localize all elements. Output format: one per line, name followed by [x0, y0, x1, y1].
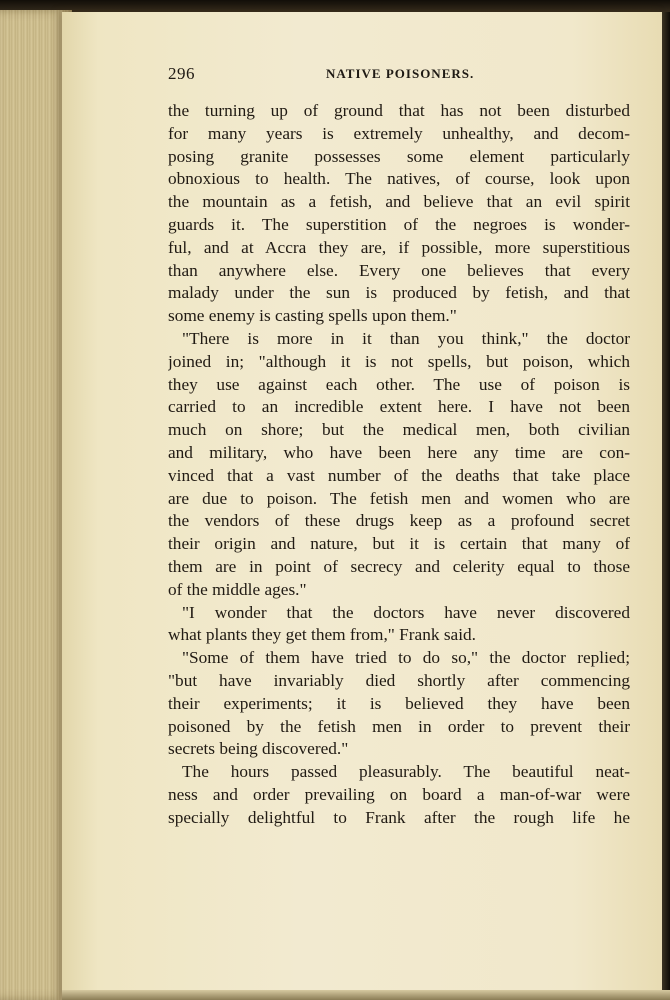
text-line: some enemy is casting spells upon them." — [168, 306, 457, 326]
text-line: what plants they get them from," Frank said. — [168, 625, 476, 645]
text-line: malady under the sun is produced by fetish, and that — [168, 283, 630, 303]
text-line: ness and order prevailing on board a man-of-war were — [168, 784, 630, 804]
text-line: specially delightful to Frank after the rough life he — [168, 807, 630, 827]
text-line: guards it. The superstition of the negroes is wonder- — [168, 214, 630, 234]
scan-right-edge — [662, 12, 670, 1000]
text-line: carried to an incredible extent here. I have not been — [168, 397, 630, 417]
text-line: vinced that a vast number of the deaths that take place — [168, 465, 630, 485]
text-line: their experiments; it is believed they have been — [168, 693, 630, 713]
text-line: the mountain as a fetish, and believe that an evil spirit — [168, 192, 630, 212]
text-line: of the middle ages." — [168, 579, 307, 599]
text-line: "There is more in it than you think," the doctor — [182, 328, 630, 348]
text-line: ful, and at Accra they are, if possible, more superstitious — [168, 237, 630, 257]
text-line: "I wonder that the doctors have never discovered — [182, 602, 630, 622]
text-line: joined in; "although it is not spells, but poison, which — [168, 351, 630, 371]
text-line: are due to poison. The fetish men and women who are — [168, 488, 630, 508]
text-line: much on shore; but the medical men, both civilian — [168, 420, 630, 440]
text-line: "but have invariably died shortly after commencing — [168, 670, 630, 690]
text-line: The hours passed pleasurably. The beautiful neat- — [182, 762, 630, 782]
scan-bottom-shadow — [62, 990, 670, 1000]
text-line: secrets being discovered." — [168, 739, 349, 759]
page-header — [168, 64, 628, 88]
text-line: and military, who have been here any time are con- — [168, 442, 630, 462]
text-line: "Some of them have tried to do so," the doctor replied; — [182, 648, 630, 668]
text-line: the vendors of these drugs keep as a profound secret — [168, 511, 630, 531]
text-line: the turning up of ground that has not been disturbed — [168, 101, 630, 120]
running-head: NATIVE POISONERS. — [326, 66, 475, 81]
text-line: posing granite possesses some element particularly — [168, 146, 630, 166]
text-line: they use against each other. The use of poison is — [168, 374, 630, 394]
text-line: obnoxious to health. The natives, of course, look upon — [168, 169, 630, 189]
text-line: than anywhere else. Every one believes that every — [168, 260, 630, 280]
text-line: their origin and nature, but it is certain that many of — [168, 534, 630, 554]
page-number: 296 — [168, 64, 195, 83]
text-line: them are in point of secrecy and celerity equal to those — [168, 556, 630, 576]
text-line: for many years is extremely unhealthy, and decom- — [168, 123, 630, 143]
body-text — [168, 100, 630, 830]
text-line: poisoned by the fetish men in order to prevent their — [168, 716, 630, 736]
